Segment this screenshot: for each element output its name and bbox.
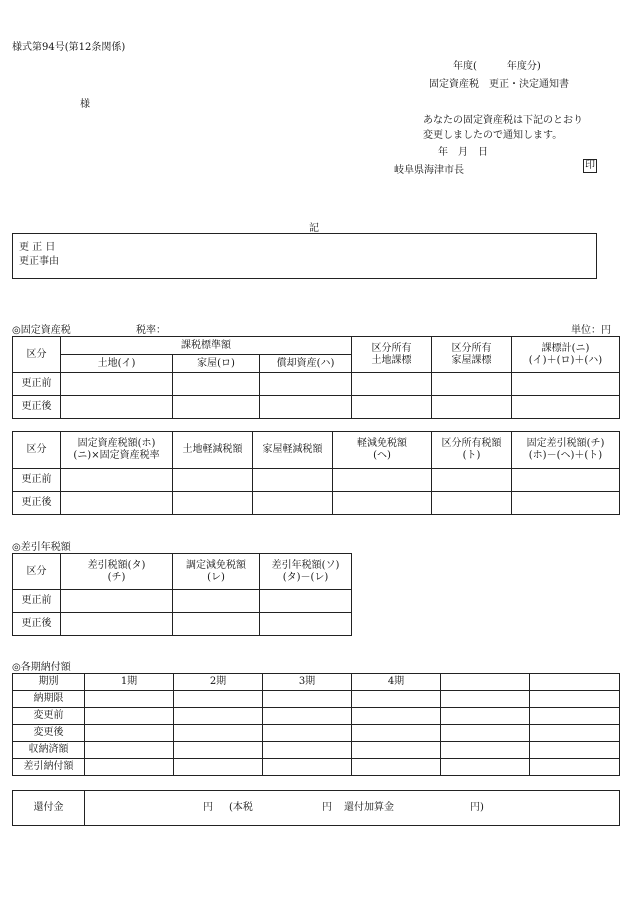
table-cell <box>260 613 352 636</box>
period-4: 4期 <box>352 674 441 691</box>
table-cell <box>263 691 352 708</box>
table-cell <box>333 469 432 492</box>
notice-message-line1: あなたの固定資産税は下記のとおり <box>423 115 583 126</box>
row-label-due-date: 納期限 <box>13 691 85 708</box>
correction-box <box>12 233 597 279</box>
row-label-before: 更正前 <box>13 373 61 396</box>
table-cell <box>174 708 263 725</box>
refund-amount-cell <box>85 791 620 826</box>
table-cell <box>441 742 530 759</box>
issuer-name: 岐阜県海津市長 <box>394 165 464 176</box>
house-header: 家屋(ロ) <box>173 355 260 373</box>
unit-label: 単位：円 <box>571 325 611 336</box>
row-label-after: 更正後 <box>13 396 61 419</box>
seal-mark: 印 <box>585 160 595 171</box>
diff-tax-header: 固定差引税額(チ) (ホ)－(ヘ)＋(ト) <box>512 432 620 469</box>
tax-amount-table <box>12 431 620 515</box>
table-cell <box>61 469 173 492</box>
period-1: 1期 <box>85 674 174 691</box>
form-number: 様式第94号(第12条関係) <box>12 42 126 53</box>
land-owned-header: 区分所有 土地課標 <box>352 337 432 373</box>
table-cell <box>352 725 441 742</box>
table-cell <box>173 373 260 396</box>
adjust-header: 調定減免税額 (レ) <box>173 554 260 590</box>
table-cell <box>530 708 620 725</box>
table-cell <box>512 469 620 492</box>
table-cell <box>352 373 432 396</box>
table-cell <box>85 759 174 776</box>
refund-addition-yen: 円) <box>470 802 484 813</box>
table-cell <box>85 708 174 725</box>
memo-heading: 記 <box>309 223 319 234</box>
fixed-asset-tax-title: ◎固定資産税 <box>12 325 71 336</box>
table-cell <box>512 373 620 396</box>
notice-message-line2: 変更しましたので通知します。 <box>423 130 563 141</box>
row-label-before: 更正前 <box>13 590 61 613</box>
table-cell <box>85 691 174 708</box>
table-cell <box>512 492 620 515</box>
table-cell <box>61 613 173 636</box>
refund-addition-label: 還付加算金 <box>344 802 394 813</box>
period-header: 期別 <box>13 674 85 691</box>
row-label-after: 更正後 <box>13 492 61 515</box>
tax-standard-table <box>12 336 620 419</box>
category-header: 区分 <box>13 337 61 373</box>
row-label-before-change: 変更前 <box>13 708 85 725</box>
table-cell <box>441 691 530 708</box>
tax-amount-header: 固定資産税額(ホ) (ニ)×固定資産税率 <box>61 432 173 469</box>
table-cell <box>174 691 263 708</box>
table-cell <box>263 725 352 742</box>
refund-yen: 円 <box>203 802 213 813</box>
refund-main-tax-yen: 円 <box>322 802 332 813</box>
table-cell <box>61 590 173 613</box>
installments-title: ◎各期納付額 <box>12 662 71 673</box>
refund-table <box>12 790 620 826</box>
period-5 <box>441 674 530 691</box>
period-3: 3期 <box>263 674 352 691</box>
table-cell <box>352 759 441 776</box>
table-cell <box>61 396 173 419</box>
table-cell <box>263 708 352 725</box>
fiscal-year-line: 年度( 年度分) <box>453 61 541 72</box>
row-label-before: 更正前 <box>13 469 61 492</box>
period-2: 2期 <box>174 674 263 691</box>
table-cell <box>174 742 263 759</box>
notice-date: 年 月 日 <box>438 147 488 158</box>
annual-diff-table <box>12 553 352 636</box>
table-cell <box>173 469 253 492</box>
table-cell <box>173 590 260 613</box>
table-cell <box>512 396 620 419</box>
owned-tax-header: 区分所有税額 (ト) <box>432 432 512 469</box>
table-cell <box>333 492 432 515</box>
table-cell <box>174 759 263 776</box>
reduction-header: 軽減免税額 (ヘ) <box>333 432 432 469</box>
category-header: 区分 <box>13 554 61 590</box>
standard-total-header: 課標計(ニ) (イ)＋(ロ)＋(ハ) <box>512 337 620 373</box>
notice-title: 固定資産税 更正・決定通知書 <box>429 79 569 90</box>
diff-tax-header: 差引税額(タ) (チ) <box>61 554 173 590</box>
annual-diff-title: ◎差引年税額 <box>12 542 71 553</box>
table-cell <box>441 708 530 725</box>
tax-standard-header: 課税標準額 <box>61 337 352 355</box>
table-cell <box>260 396 352 419</box>
table-cell <box>85 725 174 742</box>
tax-rate-label: 税率： <box>136 325 166 336</box>
land-reduction-header: 土地軽減税額 <box>173 432 253 469</box>
table-cell <box>61 373 173 396</box>
table-cell <box>352 396 432 419</box>
table-cell <box>174 725 263 742</box>
table-cell <box>432 492 512 515</box>
table-cell <box>260 590 352 613</box>
category-header: 区分 <box>13 432 61 469</box>
table-cell <box>173 396 260 419</box>
table-cell <box>530 742 620 759</box>
house-owned-header: 区分所有 家屋課標 <box>432 337 512 373</box>
land-header: 土地(イ) <box>61 355 173 373</box>
table-cell <box>260 373 352 396</box>
table-cell <box>352 691 441 708</box>
table-cell <box>173 613 260 636</box>
table-cell <box>441 759 530 776</box>
table-cell <box>352 742 441 759</box>
row-label-after-change: 変更後 <box>13 725 85 742</box>
table-cell <box>530 759 620 776</box>
table-cell <box>530 691 620 708</box>
row-label-after: 更正後 <box>13 613 61 636</box>
table-cell <box>432 396 512 419</box>
correction-date-label: 更 正 日 <box>19 242 56 253</box>
period-6 <box>530 674 620 691</box>
table-cell <box>253 469 333 492</box>
table-cell <box>441 725 530 742</box>
table-cell <box>263 759 352 776</box>
table-cell <box>432 373 512 396</box>
annual-tax-header: 差引年税額(ソ) (タ)－(レ) <box>260 554 352 590</box>
house-reduction-header: 家屋軽減税額 <box>253 432 333 469</box>
table-cell <box>530 725 620 742</box>
table-cell <box>85 742 174 759</box>
row-label-paid: 収納済額 <box>13 742 85 759</box>
row-label-remaining: 差引納付額 <box>13 759 85 776</box>
refund-main-tax-label: (本税 <box>229 802 253 813</box>
table-cell <box>253 492 333 515</box>
table-cell <box>263 742 352 759</box>
installments-table <box>12 673 620 776</box>
depreciable-header: 償却資産(ハ) <box>260 355 352 373</box>
table-cell <box>61 492 173 515</box>
refund-label: 還付金 <box>13 791 85 826</box>
table-cell <box>173 492 253 515</box>
table-cell <box>352 708 441 725</box>
correction-reason-label: 更正事由 <box>19 256 59 267</box>
table-cell <box>432 469 512 492</box>
addressee-suffix: 様 <box>80 99 90 110</box>
